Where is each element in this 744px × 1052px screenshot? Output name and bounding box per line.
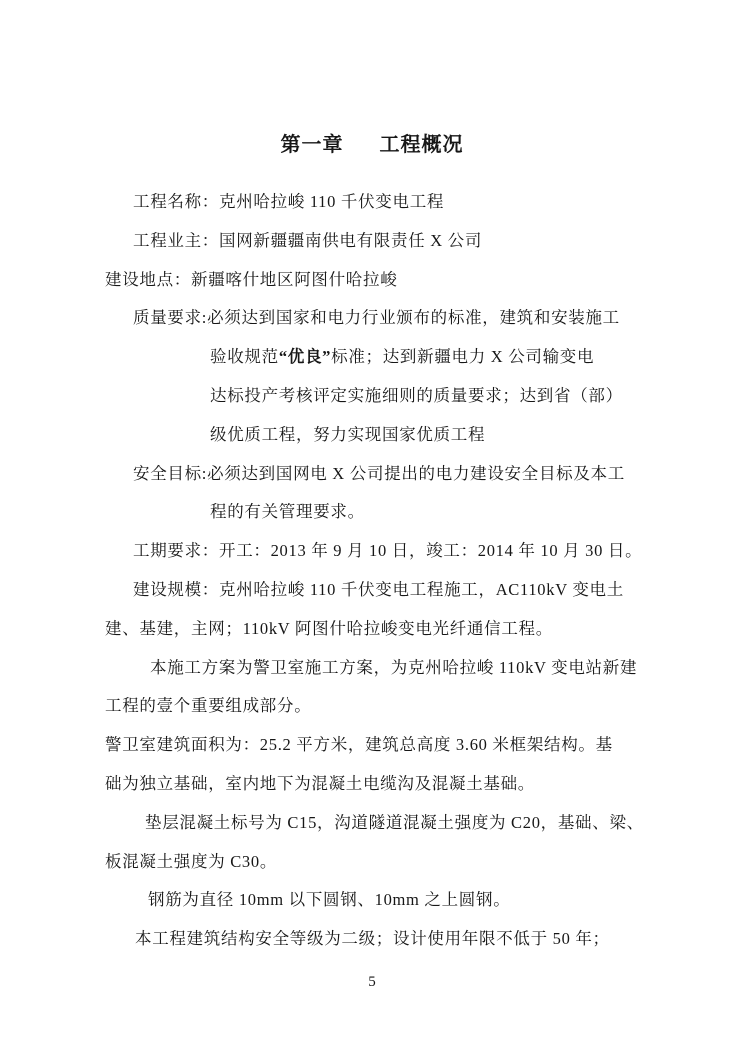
text-segment: 钢筋为直径 10mm 以下圆钢、10mm 之上圆钢。 (148, 890, 511, 910)
text-segment: 安全目标:必须达到国网电 X 公司提出的电力建设安全目标及本工 (133, 463, 625, 483)
text-segment: 工程业主：国网新疆疆南供电有限责任 X 公司 (133, 230, 483, 250)
text-line (0, 843, 744, 882)
text-segment: 质量要求:必须达到国家和电力行业颁布的标准，建筑和安装施工 (133, 308, 620, 328)
text-segment: 工期要求：开工：2013 年 9 月 10 日，竣工：2014 年 10 月 30 日。 (133, 541, 643, 561)
text-line (0, 338, 744, 377)
text-line (0, 920, 744, 959)
text-segment: 级优质工程，努力实现国家优质工程 (210, 424, 486, 444)
text-segment: 本工程建筑结构安全等级为二级；设计使用年限不低于 50 年； (135, 929, 610, 949)
text-segment: 础为独立基础，室内地下为混凝土电缆沟及混凝土基础。 (105, 773, 535, 793)
text-line (0, 183, 744, 222)
text-line (0, 377, 744, 416)
text-line (0, 455, 744, 494)
text-segment: 验收规范 (210, 347, 279, 367)
text-segment: 建设地点：新疆喀什地区阿图什哈拉峻 (105, 269, 398, 289)
chapter-name: 工程概况 (379, 134, 464, 156)
text-segment: 本施工方案为警卫室施工方案，为克州哈拉峻 110kV 变电站新建 (150, 657, 638, 677)
text-line (0, 687, 744, 726)
chapter-title (0, 0, 744, 159)
text-line (0, 261, 744, 300)
text-line (0, 532, 744, 571)
text-line (0, 299, 744, 338)
chapter-number: 第一章 (280, 134, 344, 156)
text-segment: 建、基建，主网；110kV 阿图什哈拉峻变电光纤通信工程。 (105, 618, 553, 638)
text-segment: 板混凝土强度为 C30。 (105, 851, 278, 871)
text-segment: 程的有关管理要求。 (210, 502, 365, 522)
text-segment: 工程名称：克州哈拉峻 110 千伏变电工程 (133, 192, 445, 211)
text-line (0, 649, 744, 688)
text-line (0, 610, 744, 649)
text-segment: 垫层混凝土标号为 C15，沟道隧道混凝土强度为 C20，基础、梁、 (145, 812, 644, 832)
text-segment: 警卫室建筑面积为：25.2 平方米，建筑总高度 3.60 米框架结构。基 (105, 735, 613, 755)
text-line (0, 571, 744, 610)
text-line (0, 804, 744, 843)
text-line (0, 493, 744, 532)
text-line (0, 222, 744, 261)
page-number: 5 (368, 974, 376, 990)
text-segment: 工程的壹个重要组成部分。 (105, 696, 312, 716)
text-line (0, 881, 744, 920)
text-segment: 建设规模：克州哈拉峻 110 千伏变电工程施工，AC110kV 变电土 (133, 579, 624, 599)
document-body (0, 183, 744, 959)
text-line (0, 765, 744, 804)
text-segment: 标准；达到新疆电力 X 公司输变电 (331, 347, 595, 367)
text-segment: 达标投产考核评定实施细则的质量要求；达到省（部） (210, 385, 623, 405)
emphasized-text: “优良” (278, 347, 332, 367)
text-line (0, 726, 744, 765)
text-line (0, 416, 744, 455)
